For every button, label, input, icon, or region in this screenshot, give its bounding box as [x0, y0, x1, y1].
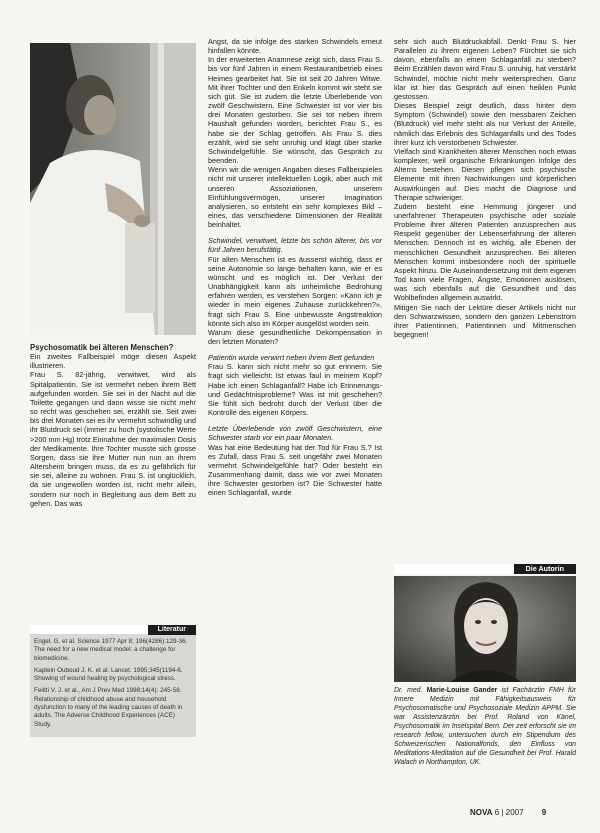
issue-number: 6 | 2007 — [494, 808, 524, 817]
paragraph: Vielfach sind Krankheiten älterer Menschen noch etwas komplexer, weil organische Erkrankungen infolge des Alterns bestehen. Diesen pflegen sich psychische Elemente mit ihren Nachwirkungen und körperlichen Auswirkungen auf. Dies macht die Diagnose und Therapie schwieriger. — [394, 146, 576, 202]
author-name: Marie-Louise Gander — [426, 687, 498, 694]
paragraph: Warum diese gesundheitliche Dekompensation in den letzten Monaten? — [208, 327, 382, 346]
literature-label: Literatur — [148, 625, 196, 635]
case-quote: Schwindel, verwitwet, letzte bis schön älterer, bis vor fünf Jahren berufstätig. — [208, 236, 382, 255]
nurse-photo — [30, 43, 196, 335]
column-2 — [208, 37, 382, 498]
author-header — [394, 564, 576, 574]
literature-entry: Felitti V. J. et al., Am J Prev Med 1998;14(4): 245-58. Relationship of childhood abuse and household dysfunction to many of the leading causes of death in adults. The Adverse Childhood Experiences (ACE) Study. — [34, 687, 183, 728]
column-1 — [30, 343, 196, 508]
case-quote: Letzte Überlebende von zwölf Geschwistern, eine Schwester starb vor ein paar Monaten. — [208, 424, 382, 443]
magazine-name: NOVA — [470, 808, 493, 817]
literature-entry: Kaptein Ouboud J. K. et al. Lancet. 1995;345(1194-6. Showing of wound healing by psychological stress. — [34, 666, 183, 683]
case-quote: Patientin wurde verwirrt neben ihrem Bett gefunden — [208, 353, 375, 363]
paragraph: sehr sich auch Blutdruckabfall. Denkt Frau S. hier Parallelen zu ihrem eigenen Leben? Fürchtet sie sich davon, ebenfalls an einem Schlaganfall zu sterben? Beim Erzählen davon wird Frau S. unruhig, hat verstärkt Schwindel, möchte nicht mehr weitersprechen. Ganz klar ist hier das Gespräch auf einen heiklen Punkt gestossen. — [394, 37, 576, 101]
section-heading: Psychosomatik bei älteren Menschen? — [30, 343, 174, 352]
author-description: ist Fachärztin FMH für Innere Medizin mit Fähigkeitsausweis für Psychosomatische und Psychosoziale Medizin APPM. Sie war Assistenzärztin bei Prof. Roland von Känel, Psychosomatik im Inselspital Bern. Der zeit erforscht sie im research fellow, untersuchen durch ein Stipendium des Schweizerischen Nationalfonds, den Einfluss von Meditations-Meditation auf die Gesundheit bei Prof. Harald Walach in Northampton, UK. — [394, 687, 576, 766]
paragraph: Zudem besteht eine Hemmung jüngerer und unerfahrener Therapeuten psychische oder soziale Probleme ihrer älteren Patienten anzusprechen aus Respekt gegenüber der Lebenserfahrung der älteren Menschen. Dennoch ist es wichtig, alle Ebenen der menschlichen Gesundheit anzusprechen. Bei älteren Menschen kommt insbesondere noch der spirituelle Aspekt hinzu. Die Auseinandersetzung mit dem eigenen Tod kann viele Fragen, Ängste, Emotionen auslösen, was sich ebenfalls auf die Gesundheit und das Wohlbefinden allgemein auswirkt. — [394, 201, 576, 303]
paragraph: Angst, da sie infolge des starken Schwindels erneut hinfallen könnte. — [208, 37, 382, 56]
author-label: Die Autorin — [514, 564, 576, 574]
literature-entry: Engel, G. et al. Science 1977 Apr 8; 196(4286):129-36. The need for a new medical model: a challenge for biomedicine. — [34, 638, 188, 662]
paragraph: Mitigen Sie nach der Lektüre dieser Artikels nicht nur den Schwarzwissen, sondern den ganzen Lebenstrom ihrer Patientinnen, Patientinnen und Mitmenschen begegnen! — [394, 302, 576, 339]
literature-header — [30, 625, 196, 634]
paragraph: Frau S. 82-jährig, verwitwet, wird als Spitalpatientin. Sie ist vermehrt neben ihrem Bett aufgefunden worden. Sie sei in der Nacht auf die Toilette gegangen und dann wisse sie nicht mehr so recht was geschehen sei, erzählt sie. Seit zwei bis drei Monaten sei es ihr vermehrt schwindlig und ihr Blutdruck sei (immer zu hoch (systolische Werte >200 mm Hg) trotz Einnahme der maximalen Dosis der Medikamente. Ihre Tochter musste sich grosse Sorgen, dass sie ihre Mutter nun nun an ihrem Altersheim bringen muss, da es zu gefährlich für sie sei, alleine zu wohnen. Frau S. ist unglücklich, da sie ungewollen worden ist, nicht mehr allein, sondern nur noch in Begleitung aus dem Bett zu gehen. Das was — [30, 370, 196, 508]
paragraph: Ein zweites Fallbeispiel möge diesen Aspekt illustrieren. — [30, 352, 196, 371]
literature-list — [30, 634, 196, 737]
page-number: 9 — [541, 808, 547, 817]
paragraph: Frau S. kann sich nicht mehr so gut erinnern. Sie fragt sich vielleicht: Ist etwas faul in meinem Kopf? Habe ich einen Schlaganfall? Habe ich Erinnerungs- und Gedächtnisprobleme? Was ist mit geschehen? Sie fühlt sich bedroht durch der Verlust über die Kontrolle des eigenen Körpers. — [208, 362, 382, 418]
author-portrait — [394, 576, 576, 682]
literature-box — [30, 625, 196, 737]
paragraph: Wenn wir die wenigen Angaben dieses Fallbeispieles nicht mit unserer intellektuellen Logik, aber auch mit unseren Assoziationen, unserem Einfühlungsvermögen, unserer Imagination analysieren, so entsteht ein sehr komplexes Bild – eines, das verschiedene Dimensionen der Realität beinhaltet. — [208, 165, 382, 230]
column-3 — [394, 37, 576, 339]
page-footer — [470, 808, 546, 817]
paragraph: Für alten Menschen ist es äusserst wichtig, dass er seine Autonomie so lange behalten kann, wie er es wünscht und es möglich ist. Der Verlust der Unabhängigkeit kann als unheimliche Bedrohung erfahren werden, es verstehen Sorgen: «Kann ich je wieder in mein eigenes Zuhause zurückkehren?», fragt sich Frau S. Eine unbewusste Angstreaktion könnte sich also im Körper ausgelöst worden sein. — [208, 254, 382, 328]
author-bio — [394, 686, 576, 767]
paragraph: Dieses Beispiel zeigt deutlich, dass hinter dem Symptom (Schwindel) sowie den messbaren Zeichen (Blutdruck) viel mehr steht als nur Verlust der Anteile, nämlich das Erlebnis des Schlaganfalls und des Todes ihrer kurz ich verstorbenen Schwester. — [394, 101, 576, 147]
paragraph: In der erweiterten Anamnese zeigt sich, dass Frau S. bis vor fünf Jahren in einem Restaurantbetrieb eines Heimes gearbeitet hat. Sie ist seit 20 Jahren Witwe. Mit ihrer Tochter und den Enkeln kommt wir steht sie sich gut. Sie ist zudem die letzte Überlebende von zwölf Geschwistern. Eine Schwester ist vor vier bis drei Monaten gestorben. Sie sei tot neben ihrem Haushalt gefunden worden, berichtet Frau S., es habe sie der Schlag getroffen. Als Frau S. dies erzählt, wird sie sehr unruhig und klagt über starke Schwindelgefühle. Sie wünscht, das Gespräch zu beenden. — [208, 55, 382, 166]
author-title: Dr. med. — [394, 687, 427, 694]
paragraph: Was hat eine Bedeutung hat der Tod für Frau S.? Ist es Zufall, dass Frau S. seit ungefähr zwei Monaten vermehrt Schwindelgefühle hat? Oder besteht ein Zusammenhang damit, dass wie vor zwei Monaten ihre Schwester gestorben ist? Die Schwester hatte einen Schlaganfall, wurde — [208, 442, 382, 498]
